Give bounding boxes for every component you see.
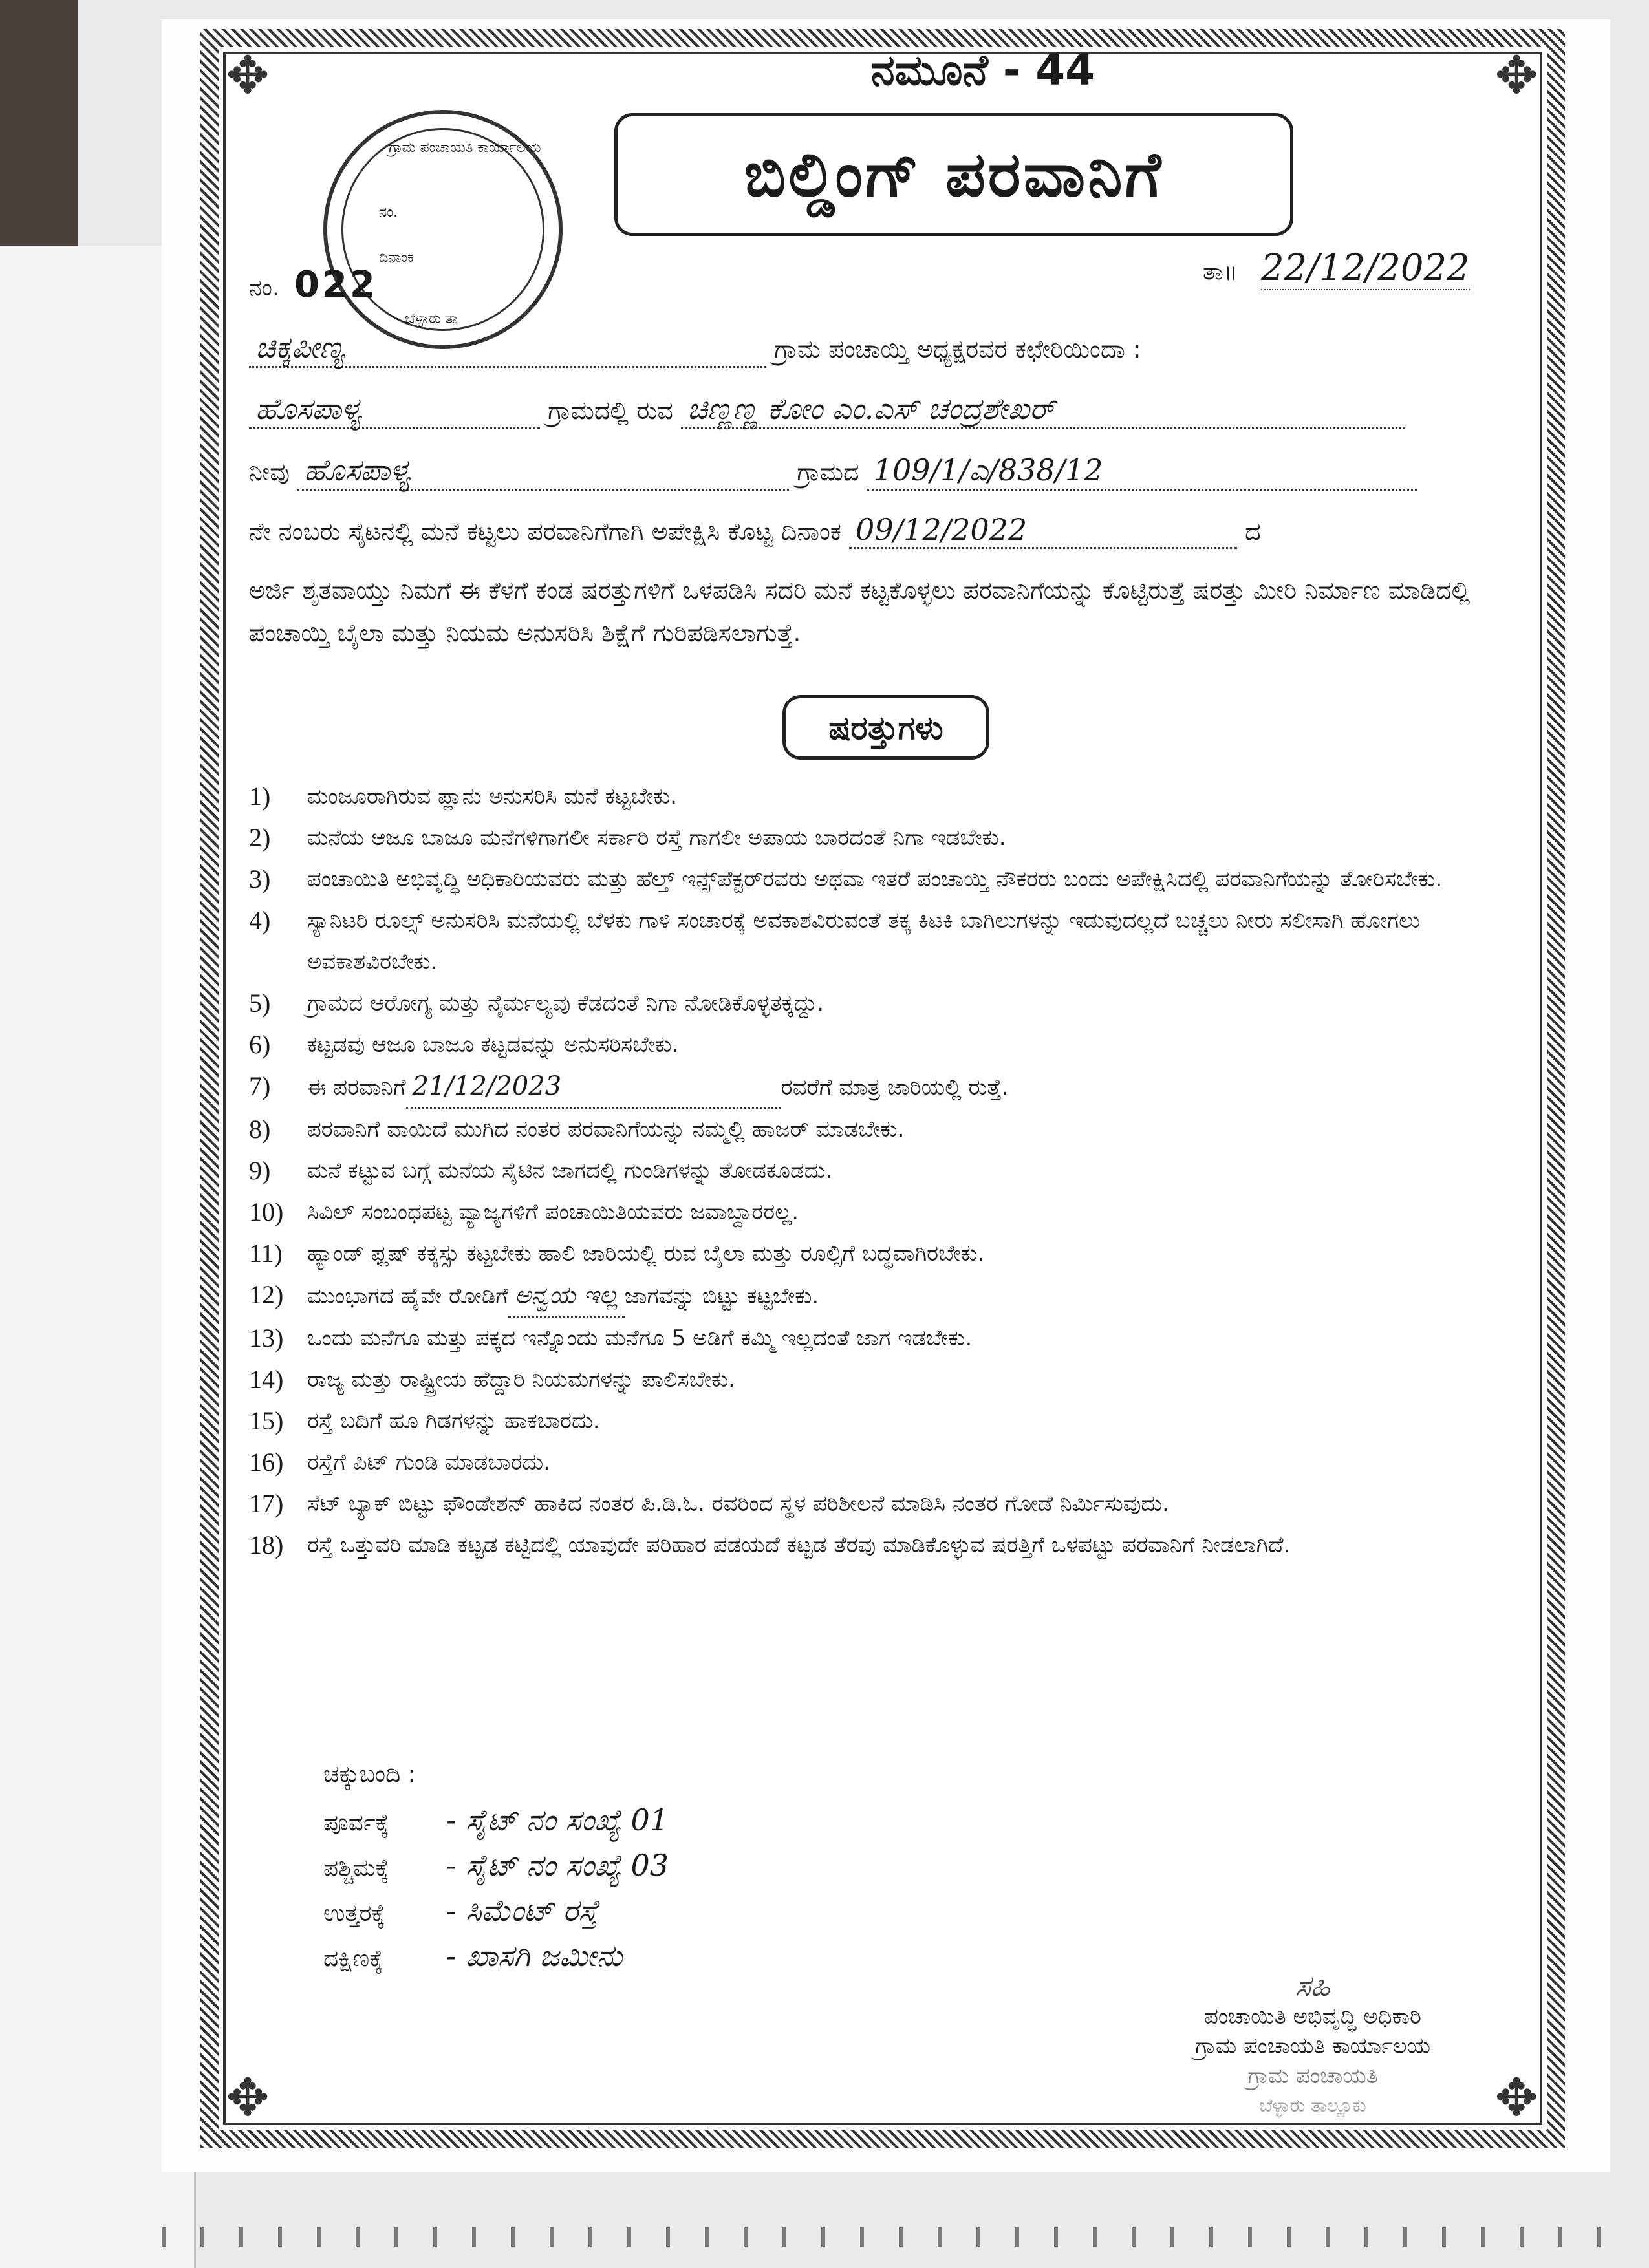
seal-date-label: ದಿನಾಂಕ [379,250,414,266]
condition-item: 5) ಗ್ರಾಮದ ಆರೋಗ್ಯ ಮತ್ತು ನೈರ್ಮಲ್ಯವು ಕೆಡದಂತೆ ನಿಗಾ ನೋಡಿಕೊಳ್ಳತಕ್ಕದ್ದು. [249,989,824,1018]
office-fill: ಚಿಕ್ಕಪೀಣ್ಯ [249,330,766,368]
application-text-end: ದ [1245,517,1261,546]
corner-ornament-icon: ✥ [226,2068,270,2128]
condition-item: 13) ಒಂದು ಮನೆಗೂ ಮತ್ತು ಪಕ್ಕದ ಇನ್ನೊಂದು ಮನೆಗೂ 5 ಅಡಿಗೆ ಕಮ್ಮಿ ಇಲ್ಲದಂತೆ ಜಾಗ ಇಡಬೇಕು. [249,1323,973,1353]
village-text-2: ಗ್ರಾಮದ [797,458,859,486]
seal-office: ಗ್ರಾಮ ಪಂಚಾಯತಿ ಕಾರ್ಯಾಲಯ [389,140,541,156]
condition-item: 1) ಮಂಜೂರಾಗಿರುವ ಪ್ಲಾನು ಅನುಸರಿಸಿ ಮನೆ ಕಟ್ಟಬೇಕು. [249,782,677,811]
officer-place: ಬೆಳ್ಳಾರು ತಾಲ್ಲೂಕು [1259,2095,1366,2116]
officer-office: ಗ್ರಾಮ ಪಂಚಾಯತಿ ಕಾರ್ಯಾಲಯ [1194,2033,1431,2059]
village-text: ಗ್ರಾಮದಲ್ಲಿ ರುವ [548,396,673,425]
condition-item: 9) ಮನೆ ಕಟ್ಟುವ ಬಗ್ಗೆ ಮನೆಯ ಸೈಟಿನ ಜಾಗದಲ್ಲಿ ಗುಂಡಿಗಳನ್ನು ತೋಡಕೂಡದು. [249,1156,833,1185]
village-fill-2: ಹೊಸಪಾಳ್ಯ [297,453,789,491]
officer-signature-stamp [1112,1972,1513,2121]
condition-item: 7) ಈ ಪರವಾನಿಗೆ 21/12/2023 ರವರೆಗೆ ಮಾತ್ರ ಜಾರಿಯಲ್ಲಿ ರುತ್ತೆ. [249,1065,1516,1109]
signature: ಸಹಿ [1295,1970,1330,2003]
boundaries-block [323,1752,669,1978]
boundaries-title: ಚಕ್ಕುಬಂದಿ : [323,1761,416,1788]
boundary-north: ಉತ್ತರಕ್ಕೆ - ಸಿಮೆಂಟ್ ರಸ್ತೆ [323,1893,598,1928]
body-line-1 [249,330,1141,368]
condition-item: 14) ರಾಜ್ಯ ಮತ್ತು ರಾಷ್ಟ್ರೀಯ ಹೆದ್ದಾರಿ ನಿಯಮಗಳನ್ನು ಪಾಲಿಸಬೇಕು. [249,1365,735,1394]
boundary-west: ಪಶ್ಚಿಮಕ್ಕೆ - ಸೈಟ್ ನಂ ಸಂಖ್ಯೆ 03 [323,1848,669,1883]
condition-item: 6) ಕಟ್ಟಡವು ಆಜೂ ಬಾಜೂ ಕಟ್ಟಡವನ್ನು ಅನುಸರಿಸಬೇಕು. [249,1030,679,1059]
condition-item: 10) ಸಿವಿಲ್ ಸಂಬಂಧಪಟ್ಟ ವ್ಯಾಜ್ಯಗಳಿಗೆ ಪಂಚಾಯಿತಿಯವರು ಜವಾಬ್ದಾರರಲ್ಲ. [249,1197,799,1226]
body-line-3 [249,453,1417,491]
body-line-2 [249,391,1405,429]
condition-item: 17) ಸೆಟ್ ಬ್ಯಾಕ್ ಬಿಟ್ಟು ಫೌಂಡೇಶನ್ ಹಾಕಿದ ನಂತರ ಪಿ.ಡಿ.ಓ. ರವರಿಂದ ಸ್ಥಳ ಪರಿಶೀಲನೆ ಮಾಡಿಸಿ ನಂತರ ಗೋಡೆ ನಿರ್ಮಿಸುವುದು. [249,1489,1169,1518]
number-value: 022 [294,264,378,306]
date-label: ತಾ॥ [1203,259,1238,285]
application-date-fill: 09/12/2022 [849,512,1237,549]
form-number: ನಮೂನೆ - 44 [870,45,1095,95]
condition-item: 3) ಪಂಚಾಯಿತಿ ಅಭಿವೃದ್ಧಿ ಅಧಿಕಾರಿಯವರು ಮತ್ತು ಹೆಲ್ತ್ ಇನ್ಸ್‌ಪೆಕ್ಟರ್‌ರವರು ಅಥವಾ ಇತರೆ ಪಂಚಾಯ್ತಿ ನೌಕರರು ಬಂದು ಅಪೇಕ್ಷಿಸಿದಲ್ಲಿ ಪರವಾನಿಗೆಯನ್ನು ತೋರಿಸಬೇಕು. [249,864,1443,893]
conditions-list [249,776,1516,1566]
seal-no-label: ನಂ. [379,204,398,220]
village-fill: ಹೊಸಪಾಳ್ಯ [249,391,540,429]
corner-ornament-icon: ✥ [1494,45,1538,105]
application-text: ನೇ ನಂಬರು ಸೈಟನಲ್ಲಿ ಮನೆ ಕಟ್ಟಲು ಪರವಾನಿಗೆಗಾಗಿ ಅಪೇಕ್ಷಿಸಿ ಕೊಟ್ಟ ದಿನಾಂಕ [249,517,841,546]
condition-item: 18) ರಸ್ತೆ ಒತ್ತುವರಿ ಮಾಡಿ ಕಟ್ಟಡ ಕಟ್ಟಿದಲ್ಲಿ ಯಾವುದೇ ಪರಿಹಾರ ಪಡಯದೆ ಕಟ್ಟಡ ತೆರವು ಮಾಡಿಕೊಳ್ಳುವ ಷರತ್ತಿಗೆ ಒಳಪಟ್ಟು ಪರವಾನಿಗೆ ನೀಡಲಾಗಿದೆ. [249,1530,1291,1559]
body-line-4 [249,512,1261,549]
validity-date-fill: 21/12/2023 [406,1065,781,1109]
condition-item: 12) ಮುಂಭಾಗದ ಹೈವೇ ರೋಡಿಗೆ ಅನ್ವಯ ಇಲ್ಲ ಜಾಗವನ್ನು ಬಿಟ್ಟು ಕಟ್ಟಬೇಕು. [249,1274,1516,1318]
condition-item: 15) ರಸ್ತೆ ಬದಿಗೆ ಹೂ ಗಿಡಗಳನ್ನು ಹಾಕಬಾರದು. [249,1406,600,1435]
date-value: 22/12/2022 [1261,247,1470,289]
seal-place: ಬೆಳ್ಳಾರು ತಾ [405,311,458,327]
office-seal-stamp [323,110,563,349]
binder-perforation [162,2227,1610,2247]
applicant-fill: ಚಿಣ್ಣಣ್ಣ ಕೋಂ ಎಂ.ಎಸ್ ಚಂದ್ರಶೇಖರ್ [681,391,1405,429]
condition-item: 16) ರಸ್ತೆಗೆ ಪಿಟ್ ಗುಂಡಿ ಮಾಡಬಾರದು. [249,1448,551,1477]
permit-paragraph: ಅರ್ಜಿ ಶೃತವಾಯ್ತು ನಿಮಗೆ ಈ ಕೆಳಗೆ ಕಂಡ ಷರತ್ತುಗಳಿಗೆ ಒಳಪಡಿಸಿ ಸದರಿ ಮನೆ ಕಟ್ಟಕೊಳ್ಳಲು ಪರವಾನಿಗೆಯನ್ನು ಕೊಟ್ಟಿರುತ್ತೆ ಷರತ್ತು ಮೀರಿ ನಿರ್ಮಾಣ ಮಾಡಿದಲ್ಲಿ ಪಂಚಾಯ್ತಿ ಬೈಲಾ ಮತ್ತು ನಿಯಮ ಅನುಸರಿಸಿ ಶಿಕ್ಷೆಗೆ ಗುರಿಪಡಿಸಲಾಗುತ್ತೆ. [249,576,1471,647]
corner-ornament-icon: ✥ [1494,2068,1538,2128]
officer-designation: ಪಂಚಾಯಿತಿ ಅಭಿವೃದ್ಧಿ ಅಧಿಕಾರಿ [1204,2004,1421,2029]
corner-ornament-icon: ✥ [226,45,270,105]
conditions-title: ಷರತ್ತುಗಳು [782,695,989,760]
site-number-fill: 109/1/ಎ/838/12 [867,453,1417,491]
condition-item: 4) ಸ್ಯಾನಿಟರಿ ರೂಲ್ಸ್ ಅನುಸರಿಸಿ ಮನೆಯಲ್ಲಿ ಬೆಳಕು ಗಾಳಿ ಸಂಚಾರಕ್ಕೆ ಅವಕಾಶವಿರುವಂತೆ ತಕ್ಕ ಕಿಟಕಿ ಬಾಗಿಲುಗಳನ್ನು ಇಡುವುದಲ್ಲದೆ ಬಚ್ಚಲು ನೀರು ಸಲೀಸಾಗಿ ಹೋಗಲು ಅವಕಾಶವಿರಬೇಕು. [249,906,1420,975]
boundary-south: ದಕ್ಷಿಣಕ್ಕೆ - ಖಾಸಗಿ ಜಮೀನು [323,1938,623,1973]
boundary-east: ಪೂರ್ವಕ್ಕೆ - ಸೈಟ್ ನಂ ಸಂಖ್ಯೆ 01 [323,1803,669,1837]
condition-item: 8) ಪರವಾನಿಗೆ ವಾಯಿದೆ ಮುಗಿದ ನಂತರ ಪರವಾನಿಗೆಯನ್ನು ನಮ್ಮಲ್ಲಿ ಹಾಜರ್ ಮಾಡಬೇಕು. [249,1115,905,1144]
you-label: ನೀವು [249,458,290,486]
page-title: ಬಿಲ್ಡಿಂಗ್ ಪರವಾನಿಗೆ [614,113,1293,236]
condition-item: 11) ಹ್ಯಾಂಡ್ ಫ್ಲಷ್ ಕಕ್ಕಸ್ಸು ಕಟ್ಟಬೇಕು ಹಾಲಿ ಜಾರಿಯಲ್ಲಿ ರುವ ಬೈಲಾ ಮತ್ತು ರೂಲ್ಸಿಗೆ ಬದ್ಧವಾಗಿರಬೇಕು. [249,1239,985,1268]
document-page [162,19,1610,2172]
officer-office-faded: ಗ್ರಾಮ ಪಂಚಾಯತಿ [1247,2063,1378,2089]
number-label: ನಂ. [249,275,280,301]
condition-item: 2) ಮನೆಯ ಆಜೂ ಬಾಜೂ ಮನೆಗಳಿಗಾಗಲೀ ಸರ್ಕಾರಿ ರಸ್ತೆ ಗಾಗಲೀ ಅಪಾಯ ಬಾರದಂತೆ ನಿಗಾ ಇಡಬೇಕು. [249,823,1006,852]
office-text: ಗ್ರಾಮ ಪಂಚಾಯ್ತಿ ಅಧ್ಯಕ್ಷರವರ ಕಛೇರಿಯಿಂದಾ : [774,335,1141,363]
highway-setback-fill: ಅನ್ವಯ ಇಲ್ಲ [508,1274,625,1318]
